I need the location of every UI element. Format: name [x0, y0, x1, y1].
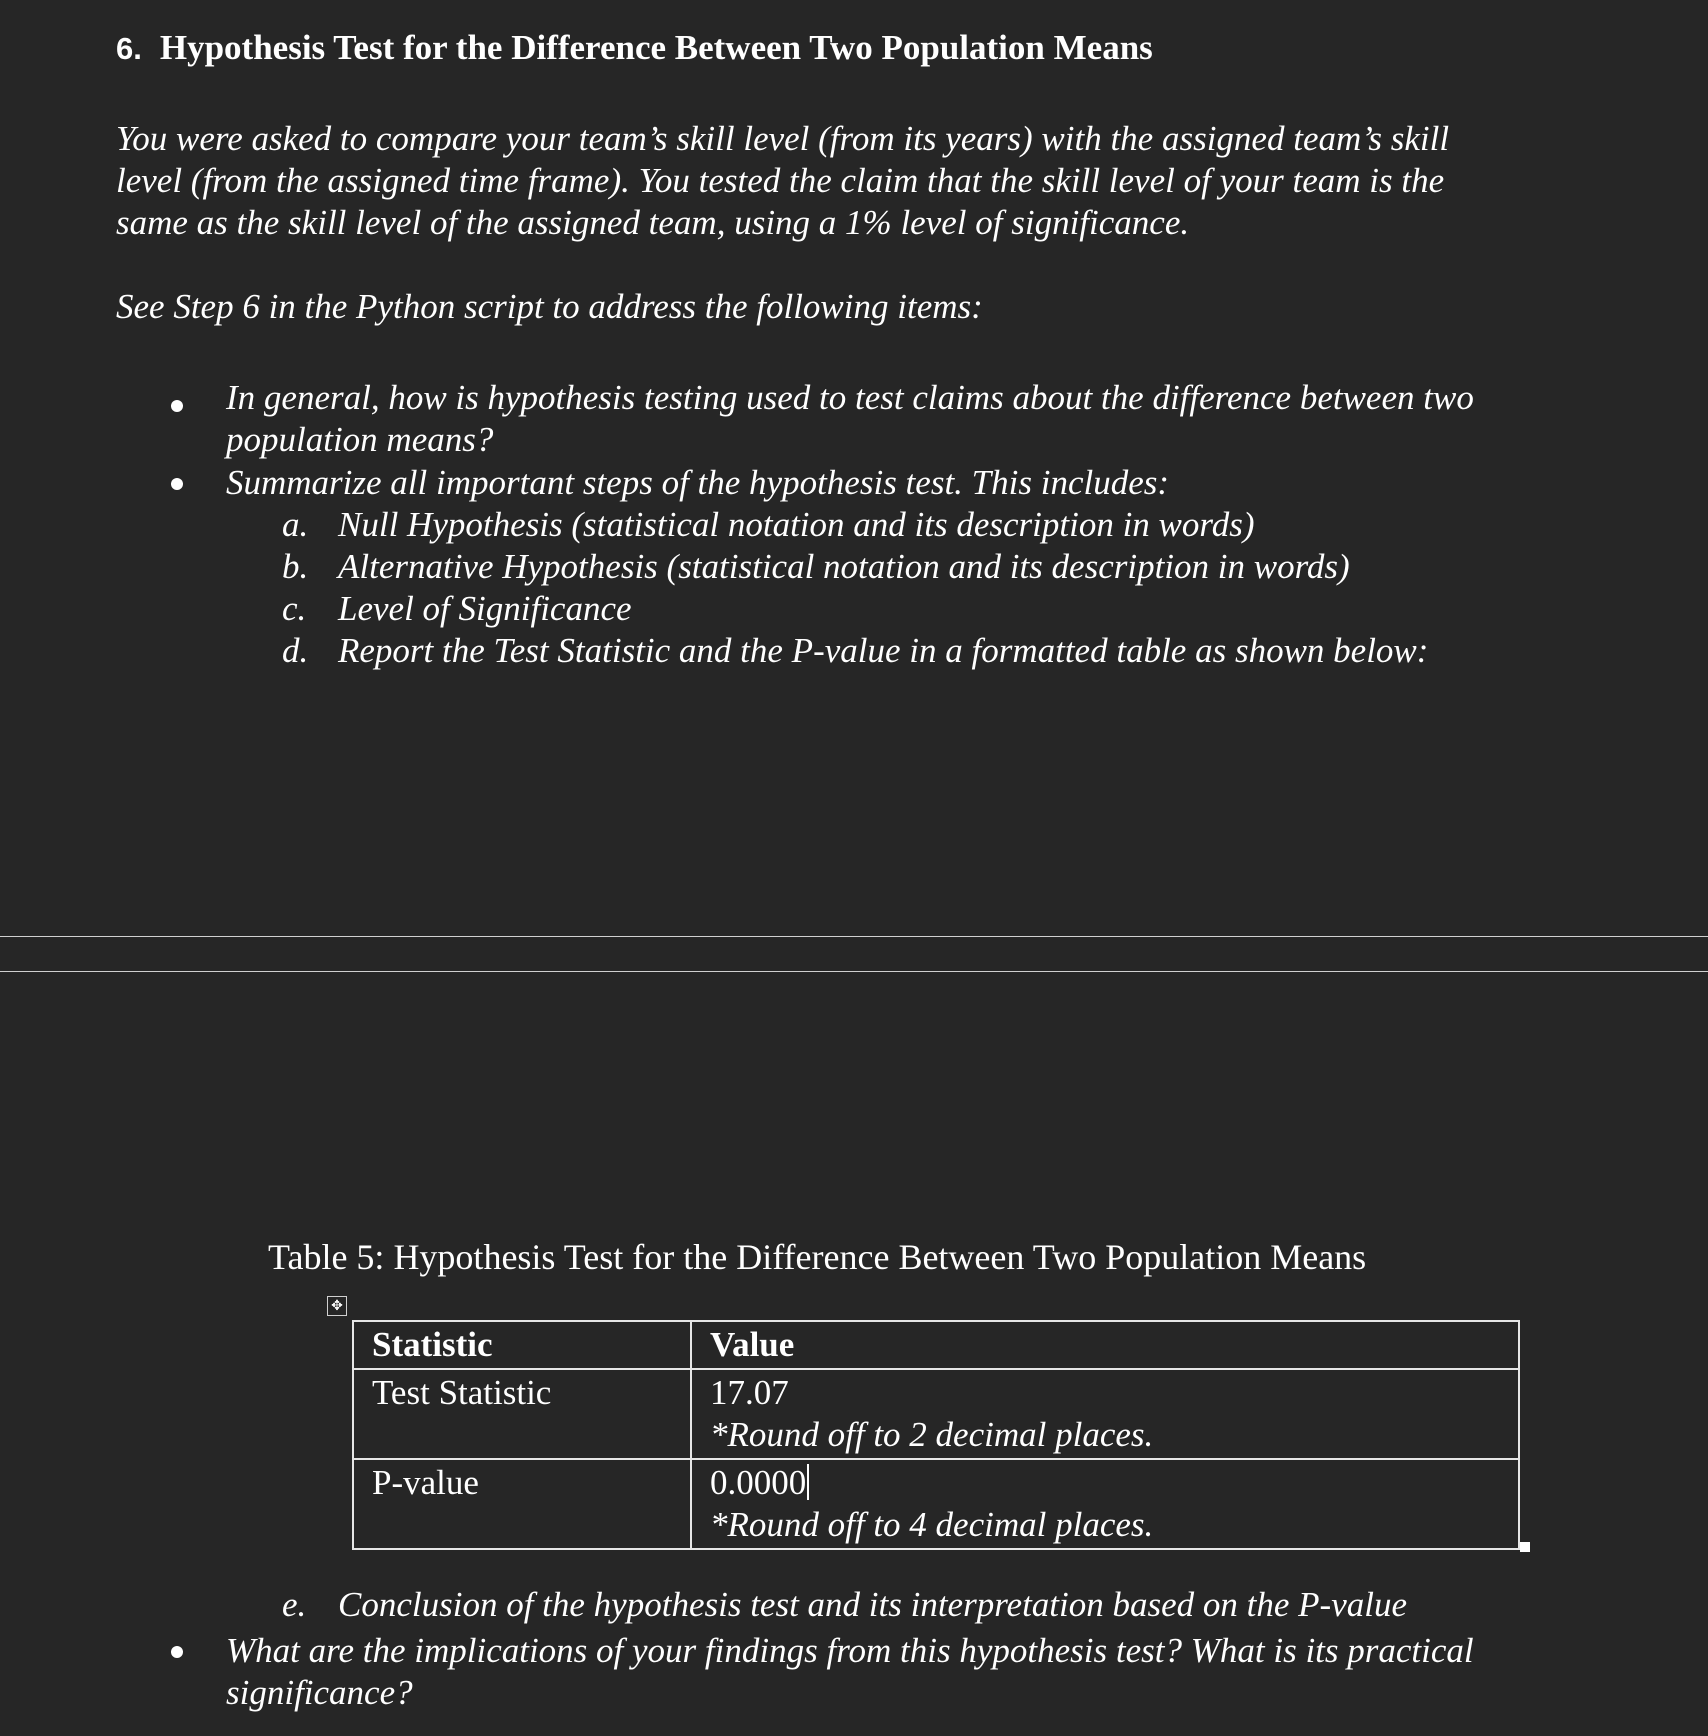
cell-p-value-value[interactable] [691, 1459, 1519, 1549]
sub-item-letter: d. [282, 631, 309, 670]
step-note: See Step 6 in the Python script to address the following items: [116, 287, 983, 326]
sub-item-a [282, 504, 1255, 546]
stats-table [352, 1320, 1520, 1550]
page-break-line-bottom [0, 971, 1708, 972]
sub-item-letter: c. [282, 589, 307, 628]
bullet-1-line-1: In general, how is hypothesis testing used to test claims about the difference between two [226, 378, 1474, 417]
p-value-note: *Round off to 4 decimal places. [710, 1505, 1154, 1544]
sub-item-text: Conclusion of the hypothesis test and its interpretation based on the P-value [338, 1585, 1407, 1624]
bullet-3-line-1: What are the implications of your findings from this hypothesis test? What is its practical [226, 1631, 1474, 1670]
table-row [353, 1459, 1519, 1549]
sub-item-text: Null Hypothesis (statistical notation and its description in words) [338, 505, 1255, 544]
sub-item-d [282, 630, 1428, 672]
bullet-2: Summarize all important steps of the hypothesis test. This includes: [226, 463, 1170, 502]
p-value-value: 0.0000 [710, 1463, 807, 1502]
bullet-icon [171, 1646, 183, 1658]
sub-item-text: Alternative Hypothesis (statistical notation and its description in words) [338, 547, 1350, 586]
section-title: Hypothesis Test for the Difference Between Two Population Means [159, 28, 1153, 67]
sub-item-letter: a. [282, 505, 309, 544]
test-statistic-value: 17.07 [710, 1373, 789, 1412]
cell-test-statistic-value[interactable] [691, 1369, 1519, 1459]
section-heading [116, 28, 1153, 68]
cell-p-value-label[interactable]: P-value [353, 1459, 691, 1549]
table-header-value[interactable]: Value [691, 1321, 1519, 1369]
sub-item-letter: b. [282, 547, 309, 586]
bullet-icon [171, 478, 183, 490]
sub-item-letter: e. [282, 1585, 307, 1624]
bullet-3-line-2: significance? [226, 1673, 413, 1712]
page-break-line-top [0, 936, 1708, 937]
bullet-1-line-2: population means? [226, 420, 494, 459]
sub-item-text: Report the Test Statistic and the P-value in a formatted table as shown below: [338, 631, 1429, 670]
test-statistic-note: *Round off to 2 decimal places. [710, 1415, 1154, 1454]
intro-line-2: level (from the assigned time frame). You tested the claim that the skill level of your team is the [116, 161, 1445, 200]
table-caption: Table 5: Hypothesis Test for the Difference Between Two Population Means [268, 1237, 1367, 1277]
bullet-icon [171, 400, 183, 412]
p-value-line [710, 1462, 1502, 1504]
intro-line-3: same as the skill level of the assigned team, using a 1% level of significance. [116, 203, 1190, 242]
sub-item-e [282, 1584, 1407, 1626]
table-resize-handle[interactable] [1520, 1542, 1530, 1552]
table-header-statistic[interactable]: Statistic [353, 1321, 691, 1369]
section-number: 6. [116, 31, 142, 66]
sub-item-b [282, 546, 1350, 588]
sub-item-text: Level of Significance [338, 589, 632, 628]
text-cursor [807, 1464, 809, 1500]
table-header-row [353, 1321, 1519, 1369]
cell-test-statistic-label[interactable]: Test Statistic [353, 1369, 691, 1459]
sub-item-c [282, 588, 632, 630]
table-row [353, 1369, 1519, 1459]
move-icon[interactable]: ✥ [327, 1296, 347, 1316]
intro-line-1: You were asked to compare your team’s skill level (from its years) with the assigned team’s skill [116, 119, 1450, 158]
